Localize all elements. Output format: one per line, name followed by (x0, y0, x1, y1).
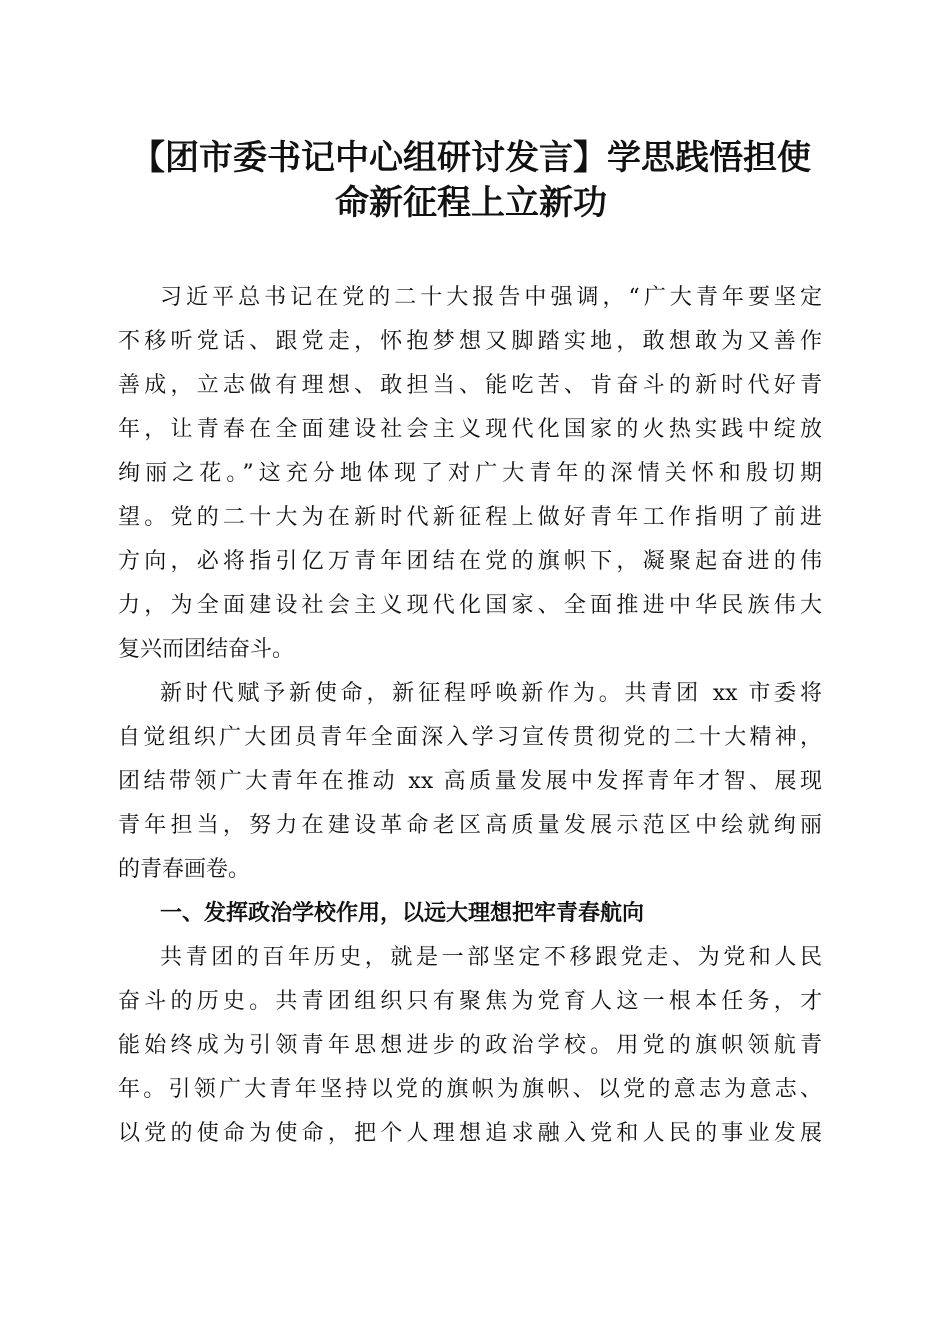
document-body (118, 276, 822, 1156)
paragraph-line: 团结带领广大青年在推动 xx 高质量发展中发挥青年才智、展现 (118, 769, 822, 794)
document-title (118, 136, 824, 226)
paragraph-line: 以党的使命为使命，把个人理想追求融入党和人民的事业发展 (118, 1121, 822, 1146)
paragraph-line: 复兴而团结奋斗。 (118, 637, 295, 662)
paragraph-line: 能始终成为引领青年思想进步的政治学校。用党的旗帜领航青 (118, 1033, 822, 1058)
paragraph-line: 善成，立志做有理想、敢担当、能吃苦、肯奋斗的新时代好青 (118, 373, 822, 398)
paragraph-line: 新时代赋予新使命，新征程呼唤新作为。共青团 xx 市委将 (160, 681, 822, 706)
paragraph (118, 276, 822, 672)
title-line: 【团市委书记中心组研讨发言】学思践悟担使 (131, 138, 811, 178)
paragraph-line: 共青团的百年历史，就是一部坚定不移跟党走、为党和人民 (160, 945, 822, 970)
paragraph-line: 不移听党话、跟党走，怀抱梦想又脚踏实地，敢想敢为又善作 (118, 329, 822, 354)
paragraph-line: 方向，必将指引亿万青年团结在党的旗帜下，凝聚起奋进的伟 (118, 549, 822, 574)
paragraph-line: 年，让青春在全面建设社会主义现代化国家的火热实践中绽放 (118, 417, 822, 442)
paragraph-line: 习近平总书记在党的二十大报告中强调，“广大青年要坚定 (160, 285, 822, 310)
paragraph (118, 936, 822, 1156)
paragraph-line: 力，为全面建设社会主义现代化国家、全面推进中华民族伟大 (118, 593, 822, 618)
paragraph-line: 望。党的二十大为在新时代新征程上做好青年工作指明了前进 (118, 505, 822, 530)
paragraph-line: 年。引领广大青年坚持以党的旗帜为旗帜、以党的意志为意志、 (118, 1077, 822, 1102)
paragraph-line: 自觉组织广大团员青年全面深入学习宣传贯彻党的二十大精神， (118, 725, 822, 750)
title-line: 命新征程上立新功 (335, 183, 607, 223)
paragraph-line: 绚丽之花。”这充分地体现了对广大青年的深情关怀和殷切期 (118, 461, 822, 486)
paragraph (118, 672, 822, 892)
section-heading: 一、发挥政治学校作用，以远大理想把牢青春航向 (160, 901, 645, 926)
paragraph-line: 奋斗的历史。共青团组织只有聚焦为党育人这一根本任务，才 (118, 989, 822, 1014)
paragraph-line: 的青春画卷。 (118, 857, 251, 882)
paragraph-line: 青年担当，努力在建设革命老区高质量发展示范区中绘就绚丽 (118, 813, 822, 838)
